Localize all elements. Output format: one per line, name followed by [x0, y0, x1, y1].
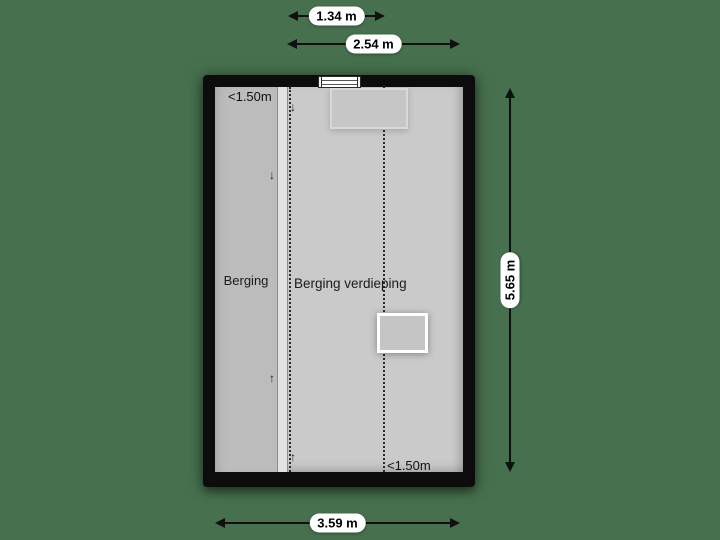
interior-wall [277, 87, 288, 472]
window-pane-line [322, 84, 357, 85]
arrowhead-down-icon [505, 462, 515, 472]
dimension-label: 5.65 m [501, 252, 520, 308]
roof-window-top [330, 88, 408, 129]
slope-down-icon: ↓ [269, 168, 275, 182]
dimension-label: 2.54 m [345, 35, 401, 54]
window-icon [318, 76, 361, 88]
room-label-berging-verdieping: Berging verdieping [294, 276, 407, 291]
slope-up-icon: ↑ [269, 371, 275, 385]
arrowhead-right-icon [450, 518, 460, 528]
headroom-marker-bottom: <1.50m [387, 458, 431, 472]
dimension-bottom [215, 515, 460, 531]
window-pane-line [322, 80, 357, 81]
room-label-berging: Berging [223, 273, 269, 288]
room-berging-verdieping [215, 87, 463, 472]
arrowhead-right-icon [375, 11, 385, 21]
dimension-right-side [502, 88, 518, 472]
window-post [318, 76, 322, 88]
dimension-label: 1.34 m [308, 7, 364, 26]
arrowhead-right-icon [450, 39, 460, 49]
dimension-label: 3.59 m [309, 514, 365, 533]
slope-up-icon: ↑ [290, 450, 296, 464]
slope-down-icon: ↓ [290, 100, 296, 114]
roof-window-bottom [377, 313, 428, 353]
dimension-top-outer [287, 36, 460, 52]
floorplan-walls [203, 75, 475, 487]
headroom-marker-top: <1.50m [228, 89, 272, 104]
headroom-line-left [289, 87, 291, 472]
window-post [357, 76, 361, 88]
dimension-top-inner [288, 8, 385, 24]
